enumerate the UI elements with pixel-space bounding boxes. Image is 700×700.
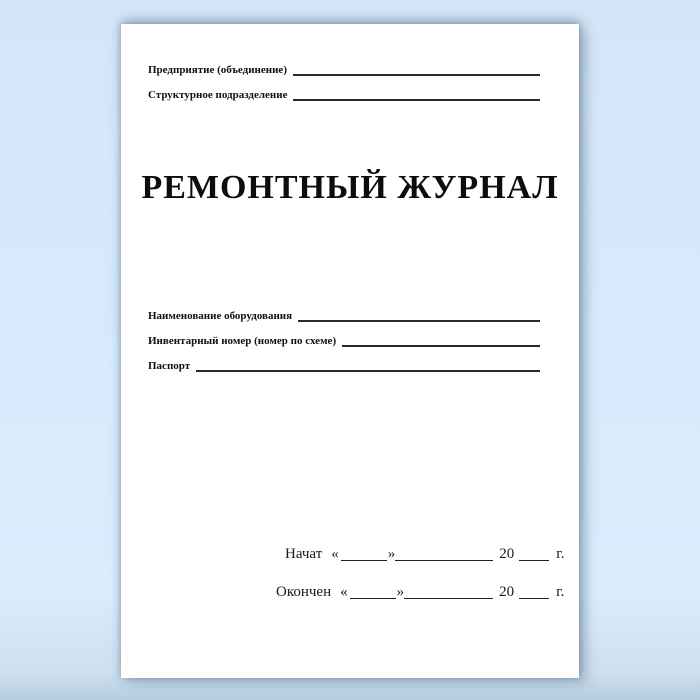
year-fill-line <box>519 593 549 599</box>
fill-line <box>196 366 540 372</box>
fill-line <box>293 70 540 76</box>
year-suffix: г. <box>556 584 565 600</box>
open-quote: « <box>340 584 348 600</box>
month-fill-line <box>404 593 493 599</box>
start-date-label: Начат <box>285 546 323 562</box>
fill-line <box>298 316 540 322</box>
department-field-label: Структурное подразделение <box>148 89 288 101</box>
enterprise-field-label: Предприятие (объединение) <box>148 64 287 76</box>
start-date-row <box>285 545 564 563</box>
year-fill-line <box>519 555 549 561</box>
department-field <box>148 89 540 102</box>
day-fill-line <box>350 593 396 599</box>
equipment-name-field-label: Наименование оборудования <box>148 310 293 322</box>
enterprise-field <box>148 64 540 77</box>
fill-line <box>342 341 540 347</box>
end-date-row <box>276 583 564 601</box>
passport-field-label: Паспорт <box>148 360 191 372</box>
year-prefix: 20 <box>499 546 515 562</box>
journal-title: РЕМОНТНЫЙ ЖУРНАЛ <box>141 169 559 206</box>
inventory-number-field-label: Инвентарный номер (номер по схеме) <box>148 335 337 347</box>
equipment-name-field <box>148 310 540 323</box>
day-fill-line <box>341 555 387 561</box>
fill-line <box>293 95 540 101</box>
year-suffix: г. <box>556 546 565 562</box>
close-quote: » <box>387 546 396 562</box>
month-fill-line <box>395 555 493 561</box>
inventory-number-field <box>148 335 540 348</box>
year-prefix: 20 <box>499 584 515 600</box>
end-date-label: Окончен <box>276 584 332 600</box>
close-quote: » <box>396 584 405 600</box>
journal-cover-page <box>121 24 579 678</box>
open-quote: « <box>331 546 339 562</box>
passport-field <box>148 360 540 373</box>
